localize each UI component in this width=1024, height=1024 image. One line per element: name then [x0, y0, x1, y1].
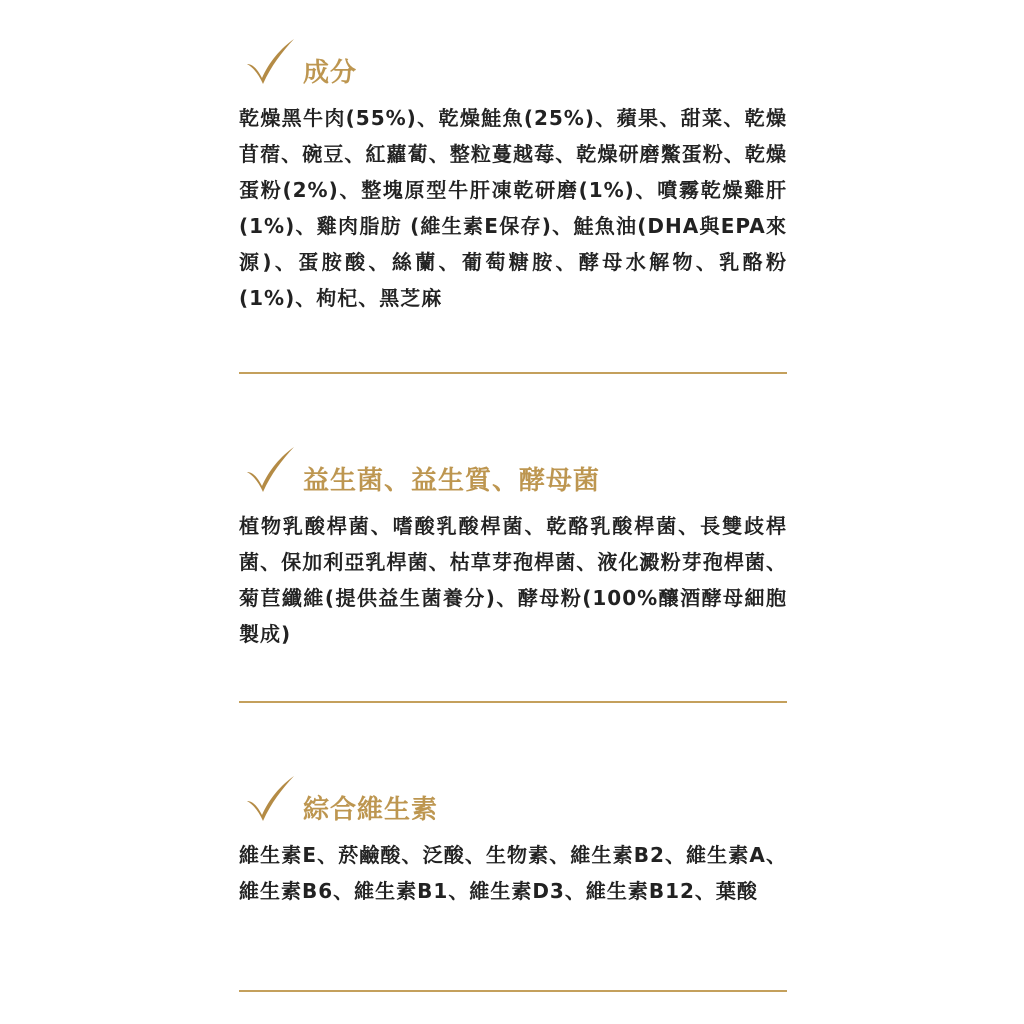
section-ingredients — [239, 38, 787, 316]
section-heading — [239, 446, 787, 506]
section-title-probiotics: 益生菌、益生質、酵母菌 — [303, 466, 601, 496]
section-vitamins — [239, 775, 787, 909]
checkmark-icon — [245, 446, 295, 492]
section-body-probiotics: 植物乳酸桿菌、嗜酸乳酸桿菌、乾酪乳酸桿菌、長雙歧桿菌、保加利亞乳桿菌、枯草芽孢桿菌、液化澱粉芽孢桿菌、菊苣纖維(提供益生菌養分)、酵母粉(100%釀酒酵母細胞製成) — [239, 514, 787, 646]
section-heading — [239, 775, 787, 835]
checkmark-icon — [245, 38, 295, 84]
section-divider — [239, 372, 787, 374]
section-heading — [239, 38, 787, 98]
checkmark-icon — [245, 775, 295, 821]
section-divider — [239, 701, 787, 703]
section-title-ingredients: 成分 — [303, 58, 358, 88]
section-title-vitamins: 綜合維生素 — [303, 795, 439, 825]
section-divider — [239, 990, 787, 992]
section-body-ingredients: 乾燥黑牛肉(55%)、乾燥鮭魚(25%)、蘋果、甜菜、乾燥苜蓿、碗豆、紅蘿蔔、整粒蔓越莓、乾燥研磨鱉蛋粉、乾燥蛋粉(2%)、整塊原型牛肝凍乾研磨(1%)、噴霧乾燥雞肝(1%)、雞肉脂肪 (維生素E保存)、鮭魚油(DHA與EPA來源)、蛋胺酸、絲蘭、葡萄糖胺、酵母水解物、乳酪粉(1%)、枸杞、黑芝麻 — [239, 106, 787, 310]
section-body-vitamins: 維生素E、菸鹼酸、泛酸、生物素、維生素B2、維生素A、維生素B6、維生素B1、維生素D3、維生素B12、葉酸 — [239, 843, 787, 903]
section-probiotics — [239, 446, 787, 652]
